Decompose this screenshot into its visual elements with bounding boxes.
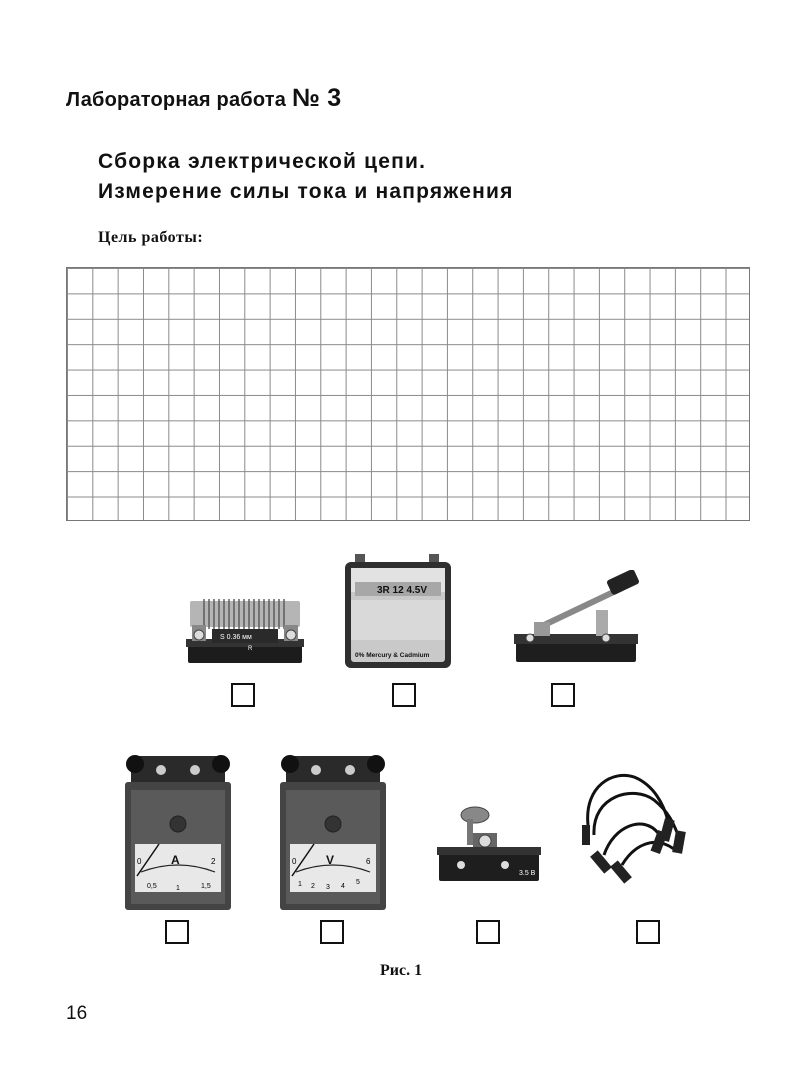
switch-image [512,570,642,670]
voltmeter-scale-1: 1 [298,881,302,888]
voltmeter-scale-6: 6 [366,857,371,866]
ammeter-scale-2: 1 [176,885,180,892]
lamp-label: 3.5 В [519,870,536,877]
battery-image [341,550,457,670]
lamp-image [435,805,545,891]
battery-label: 3R 12 4.5V [377,585,428,596]
answer-grid[interactable] [66,267,750,521]
voltmeter-scale-4: 4 [341,883,345,890]
ammeter-scale-0: 0 [137,857,142,866]
checkbox-voltmeter[interactable] [320,920,344,944]
lab-title-prefix: Лабораторная работа [66,89,287,111]
topic-line-1: Сборка электрической цепи. [98,150,427,173]
ammeter-letter: A [171,853,180,867]
ammeter-scale-3: 1,5 [201,883,211,890]
voltmeter-scale-2: 2 [311,883,315,890]
checkbox-wires[interactable] [636,920,660,944]
rheostat-mark: R [248,646,253,652]
voltmeter-image [276,750,390,912]
voltmeter-scale-5: 5 [356,879,360,886]
ammeter-image [121,750,235,912]
checkbox-switch[interactable] [551,683,575,707]
ammeter-scale-4: 2 [211,857,216,866]
rheostat-image [182,595,308,667]
lab-title [66,84,341,113]
topic-line-2: Измерение силы тока и напряжения [98,180,514,203]
lab-number: № 3 [292,84,342,112]
checkbox-ammeter[interactable] [165,920,189,944]
voltmeter-scale-3: 3 [326,884,330,891]
rheostat-label: S 0.36 мм [220,634,252,641]
voltmeter-letter: V [326,853,335,867]
page-number: 16 [66,1003,88,1024]
goal-label: Цель работы: [98,229,204,246]
figure-caption: Рис. 1 [380,962,423,979]
battery-footer: 0% Mercury & Cadmium [355,652,430,659]
ammeter-scale-1: 0,5 [147,883,157,890]
checkbox-rheostat[interactable] [231,683,255,707]
checkbox-battery[interactable] [392,683,416,707]
checkbox-lamp[interactable] [476,920,500,944]
voltmeter-scale-0: 0 [292,857,297,866]
wires-image [574,765,700,895]
